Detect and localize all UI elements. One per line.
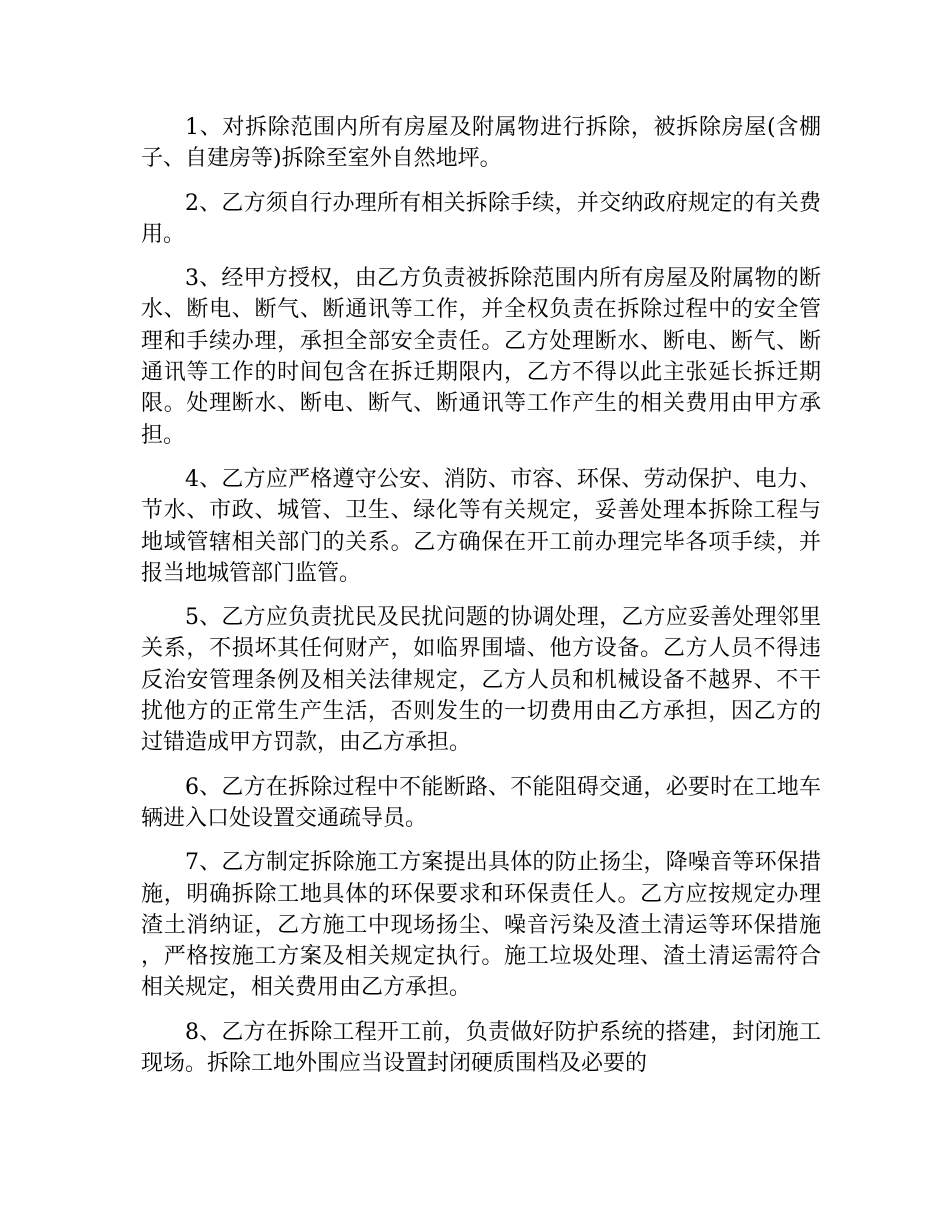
clause-5: 5、乙方应负责扰民及民扰问题的协调处理，乙方应妥善处理邻里关系，不损坏其任何财产，如临界围墙、他方设备。乙方人员不得违反治安管理条例及相关法律规定，乙方人员和机械设备不越界、不干扰他方的正常生产生活，否则发生的一切费用由乙方承担，因乙方的过错造成甲方罚款，由乙方承担。 bbox=[141, 605, 821, 756]
clause-3: 3、经甲方授权，由乙方负责被拆除范围内所有房屋及附属物的断水、断电、断气、断通讯等工作，并全权负责在拆除过程中的安全管理和手续办理，承担全部安全责任。乙方处理断水、断电、断气、断通讯等工作的时间包含在拆迁期限内，乙方不得以此主张延长拆迁期限。处理断水、断电、断气、断通讯等工作产生的相关费用由甲方承担。 bbox=[141, 266, 821, 448]
clause-7: 7、乙方制定拆除施工方案提出具体的防止扬尘，降噪音等环保措施，明确拆除工地具体的环保要求和环保责任人。乙方应按规定办理渣土消纳证，乙方施工中现场扬尘、噪音污染及渣土清运等环保措施，严格按施工方案及相关规定执行。施工垃圾处理、渣土清运需符合相关规定，相关费用由乙方承担。 bbox=[141, 850, 821, 1001]
clause-4: 4、乙方应严格遵守公安、消防、市容、环保、劳动保护、电力、节水、市政、城管、卫生、绿化等有关规定，妥善处理本拆除工程与地域管辖相关部门的关系。乙方确保在开工前办理完毕各项手续，并报当地城管部门监管。 bbox=[141, 466, 821, 586]
clause-8: 8、乙方在拆除工程开工前，负责做好防护系统的搭建，封闭施工现场。拆除工地外围应当设置封闭硬质围档及必要的 bbox=[141, 1019, 821, 1077]
clause-6: 6、乙方在拆除过程中不能断路、不能阻碍交通，必要时在工地车辆进入口处设置交通疏导员。 bbox=[141, 774, 821, 831]
document-page bbox=[141, 112, 821, 1092]
clause-1: 1、对拆除范围内所有房屋及附属物进行拆除，被拆除房屋(含棚子、自建房等)拆除至室外自然地坪。 bbox=[141, 115, 821, 172]
clause-2: 2、乙方须自行办理所有相关拆除手续，并交纳政府规定的有关费用。 bbox=[141, 190, 821, 247]
